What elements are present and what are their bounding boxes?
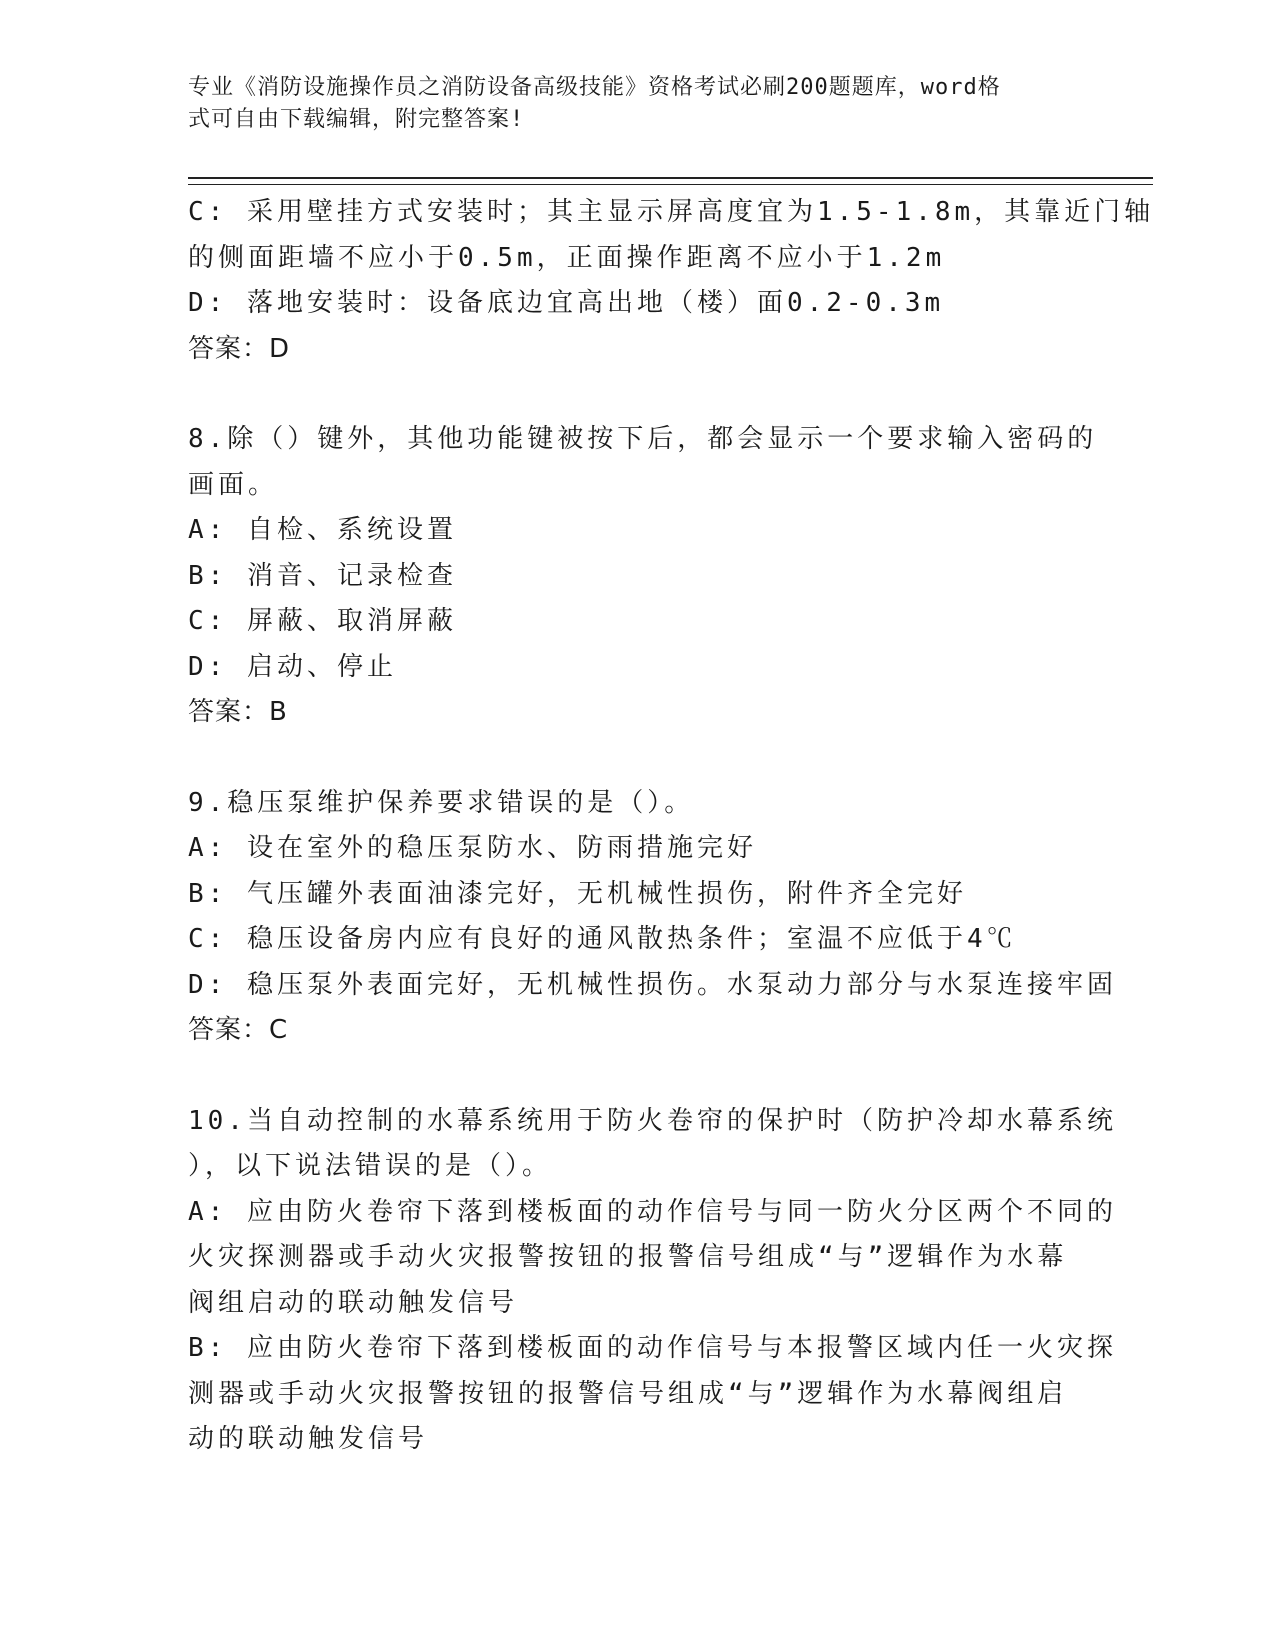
option-d: D: 落地安装时：设备底边宜高出地（楼）面0.2-0.3m	[188, 288, 945, 318]
document-body	[188, 190, 1155, 1463]
previous-question-tail	[188, 190, 1155, 372]
option-b-line1: B: 应由防火卷帘下落到楼板面的动作信号与本报警区域内任一火灾探	[188, 1333, 1117, 1363]
option-b-line2: 测器或手动火灾报警按钮的报警信号组成“与”逻辑作为水幕阀组启	[188, 1378, 1068, 1409]
page-header	[188, 72, 1068, 136]
option-b-line3: 动的联动触发信号	[188, 1424, 429, 1454]
option-a-line2: 火灾探测器或手动火灾报警按钮的报警信号组成“与”逻辑作为水幕	[188, 1242, 1068, 1272]
answer: 答案：B	[188, 697, 288, 727]
spacer	[188, 372, 1078, 417]
option-a-line1: A: 应由防火卷帘下落到楼板面的动作信号与同一防火分区两个不同的	[188, 1196, 1117, 1227]
option-c: C: 屏蔽、取消屏蔽	[188, 606, 457, 636]
question-text-line2: ），以下说法错误的是（）。	[188, 1151, 553, 1181]
question-10	[188, 1099, 1117, 1463]
answer: 答案：D	[188, 333, 291, 364]
option-d: D: 稳压泵外表面完好，无机械性损伤。水泵动力部分与水泵连接牢固	[188, 969, 1117, 1000]
option-c: C: 稳压设备房内应有良好的通风散热条件；室温不应低于4℃	[188, 924, 1017, 954]
option-a: A: 自检、系统设置	[188, 515, 457, 545]
header-divider	[188, 177, 1153, 185]
question-text-line1: 8.除（）键外，其他功能键被按下后，都会显示一个要求输入密码的	[188, 424, 1098, 454]
answer: 答案：C	[188, 1015, 289, 1045]
option-c-line1: C: 采用壁挂方式安装时；其主显示屏高度宜为1.5-1.8m，其靠近门轴	[188, 197, 1155, 227]
option-a-line3: 阀组启动的联动触发信号	[188, 1287, 519, 1318]
spacer	[188, 736, 1078, 781]
option-b: B: 气压罐外表面油漆完好，无机械性损伤，附件齐全完好	[188, 878, 967, 909]
spacer	[188, 1054, 1078, 1099]
question-text-line2: 画面。	[188, 469, 279, 500]
option-d: D: 启动、停止	[188, 651, 397, 682]
header-title-line2: 式可自由下载编辑，附完整答案!	[188, 107, 525, 132]
option-a: A: 设在室外的稳压泵防水、防雨措施完好	[188, 833, 757, 863]
question-text: 9.稳压泵维护保养要求错误的是（）。	[188, 787, 695, 818]
question-8	[188, 417, 1098, 736]
option-c-line2: 的侧面距墙不应小于0.5m，正面操作距离不应小于1.2m	[188, 242, 946, 273]
question-9	[188, 781, 1117, 1054]
option-b: B: 消音、记录检查	[188, 560, 457, 591]
question-text-line1: 10.当自动控制的水幕系统用于防火卷帘的保护时（防护冷却水幕系统	[188, 1105, 1117, 1136]
header-title-line1: 专业《消防设施操作员之消防设备高级技能》资格考试必刷200题题库，word格	[188, 75, 1001, 100]
